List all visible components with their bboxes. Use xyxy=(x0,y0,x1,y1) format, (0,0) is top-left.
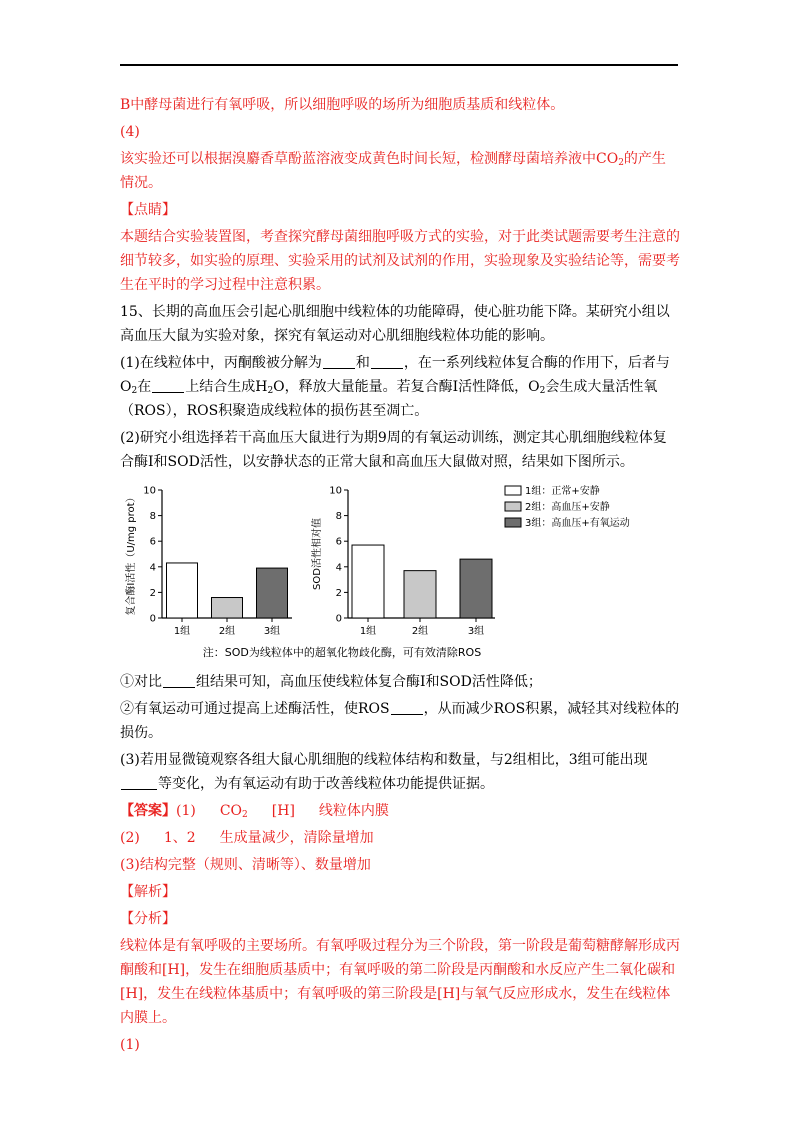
text-span: ②有氧运动可通过提高上述酶活性，使ROS xyxy=(120,701,390,717)
x-tick-label: 3组 xyxy=(263,626,281,637)
figure-bar-charts xyxy=(120,480,680,660)
figure-note: 注：SOD为线粒体中的超氧化物歧化酶，可有效清除ROS xyxy=(202,646,482,659)
question-15-part-2: (2)研究小组选择若干高血压大鼠进行为期9周的有氧运动训练，测定其心肌细胞线粒体复合酶Ⅰ和SOD活性，以安静状态的正常大鼠和高血压大鼠做对照，结果如下图所示。 xyxy=(120,430,667,470)
section-heading-fenxi: 【分析】 xyxy=(120,911,176,927)
header-rule xyxy=(120,64,678,66)
question-15-item-1 xyxy=(120,670,680,694)
text-span: 会生成大量活性氧（ROS），ROS积聚造成线粒体的损伤甚至凋亡。 xyxy=(120,379,658,419)
y-tick-label: 10 xyxy=(329,485,342,497)
y-tick-label: 10 xyxy=(143,485,156,497)
answer-blank[interactable] xyxy=(323,354,355,369)
text-span: (1)在线粒体中，丙酮酸被分解为 xyxy=(120,355,322,371)
question-15-part-1 xyxy=(120,351,680,423)
text-span: 线粒体内膜 xyxy=(318,803,389,819)
answer-line-3: (3)结构完整（规则、清晰等）、数量增加 xyxy=(120,857,371,873)
legend-swatch xyxy=(505,502,521,511)
bar xyxy=(460,559,492,618)
section-heading-jiexi: 【解析】 xyxy=(120,884,176,900)
y-tick-label: 8 xyxy=(149,511,156,523)
answer-blank[interactable] xyxy=(391,700,423,715)
text-span: ①对比 xyxy=(120,674,162,690)
answer-blank[interactable] xyxy=(371,354,403,369)
question-15-item-2 xyxy=(120,697,680,745)
legend-swatch xyxy=(505,486,521,495)
text-span: 的产生 xyxy=(623,151,666,167)
bar-charts-svg xyxy=(120,480,680,660)
text-span: CO xyxy=(219,803,243,819)
text-span: 和 xyxy=(355,355,370,371)
legend-label: 3组：高血压+有氧运动 xyxy=(525,518,630,529)
text-span: (3)若用显微镜观察各组大鼠心肌细胞的线粒体结构和数量，与2组相比，3组可能出现 xyxy=(120,752,648,768)
text-span: 情况。 xyxy=(120,175,162,191)
x-tick-label: 1组 xyxy=(173,626,191,637)
x-tick-label: 1组 xyxy=(359,626,377,637)
text-span: ，从而减少ROS积累，减轻其对线粒体的损伤。 xyxy=(120,701,680,741)
legend-label: 1组：正常+安静 xyxy=(525,486,600,497)
legend-swatch xyxy=(505,518,521,527)
answer-blank[interactable] xyxy=(121,775,157,790)
y-tick-label: 2 xyxy=(335,587,342,599)
y-axis-label: 复合酶Ⅰ活性（U/mg prot） xyxy=(126,492,137,616)
subscript: 2 xyxy=(618,158,624,168)
text-line xyxy=(120,147,680,195)
bar xyxy=(404,571,436,618)
subscript: 2 xyxy=(539,386,546,396)
text-span: 等变化，为有氧运动有助于改善线粒体功能提供证据。 xyxy=(158,776,494,792)
bar xyxy=(352,545,384,618)
x-tick-label: 2组 xyxy=(411,626,429,637)
y-tick-label: 4 xyxy=(335,562,342,574)
question-15: 15、长期的高血压会引起心肌细胞中线粒体的功能障碍，使心脏功能下降。某研究小组以高血压大鼠为实验对象，探究有氧运动对心肌细胞线粒体功能的影响。 xyxy=(120,304,670,344)
section-heading-dianjing: 【点睛】 xyxy=(120,202,176,218)
text-span: O，释放大量能量。若复合酶Ⅰ活性降低，O xyxy=(273,379,540,395)
subscript: 2 xyxy=(242,810,248,820)
bar xyxy=(212,598,243,618)
document-body xyxy=(120,93,680,1060)
answer-blank[interactable] xyxy=(163,673,195,688)
y-tick-label: 8 xyxy=(335,511,342,523)
answer-line-1 xyxy=(120,799,680,823)
analysis-paragraph: 线粒体是有氧呼吸的主要场所。有氧呼吸过程分为三个阶段，第一阶段是葡萄糖酵解形成丙酮酸和[H]，发生在细胞质基质中；有氧呼吸的第二阶段是丙酮酸和水反应产生二氧化碳和[H]，发生在线粒体基质中；有氧呼吸的第三阶段是[H]与氧气反应形成水，发生在线粒体内膜上。 xyxy=(120,938,680,1026)
y-tick-label: 2 xyxy=(149,587,156,599)
answer-line-2 xyxy=(120,826,680,850)
x-tick-label: 2组 xyxy=(218,626,236,637)
text-span: (2) xyxy=(120,830,140,846)
question-15-part-3 xyxy=(120,748,680,796)
text-line: (4) xyxy=(120,124,140,140)
y-tick-label: 0 xyxy=(149,613,156,625)
y-tick-label: 6 xyxy=(335,536,342,548)
y-tick-label: 4 xyxy=(149,562,156,574)
text-span: 在 xyxy=(137,379,152,395)
answer-blank[interactable] xyxy=(152,378,184,393)
section-heading-answer: 【答案】 xyxy=(120,803,176,819)
text-line: B中酵母菌进行有氧呼吸，所以细胞呼吸的场所为细胞质基质和线粒体。 xyxy=(120,97,565,113)
text-span: O xyxy=(120,379,132,395)
bar xyxy=(257,568,288,618)
legend-label: 2组：高血压+安静 xyxy=(525,502,610,513)
y-axis-label: SOD活性相对值 xyxy=(312,518,323,590)
subscript: 2 xyxy=(267,386,274,396)
text-span: 1、2 xyxy=(163,830,196,846)
bar xyxy=(167,563,198,618)
text-line: (1) xyxy=(120,1037,140,1053)
text-span: 生成量减少，清除量增加 xyxy=(219,830,374,846)
y-tick-label: 0 xyxy=(335,613,342,625)
subscript: 2 xyxy=(131,386,138,396)
x-tick-label: 3组 xyxy=(467,626,485,637)
text-span: ，在一系列线粒体复合酶的作用下，后者与 xyxy=(403,355,670,371)
text-span: 组结果可知，高血压使线粒体复合酶Ⅰ和SOD活性降低； xyxy=(196,674,542,690)
text-span: (1) xyxy=(176,803,196,819)
y-tick-label: 6 xyxy=(149,536,156,548)
text-span: [H] xyxy=(271,803,295,819)
text-span: 上结合生成H xyxy=(185,379,268,395)
text-span: 该实验还可以根据溴麝香草酚蓝溶液变成黄色时间长短，检测酵母菌培养液中CO xyxy=(120,151,619,167)
dianjing-paragraph: 本题结合实验装置图，考查探究酵母菌细胞呼吸方式的实验，对于此类试题需要考生注意的细节较多，如实验的原理、实验采用的试剂及试剂的作用，实验现象及实验结论等，需要考生在平时的学习过程中注意积累。 xyxy=(120,229,680,293)
